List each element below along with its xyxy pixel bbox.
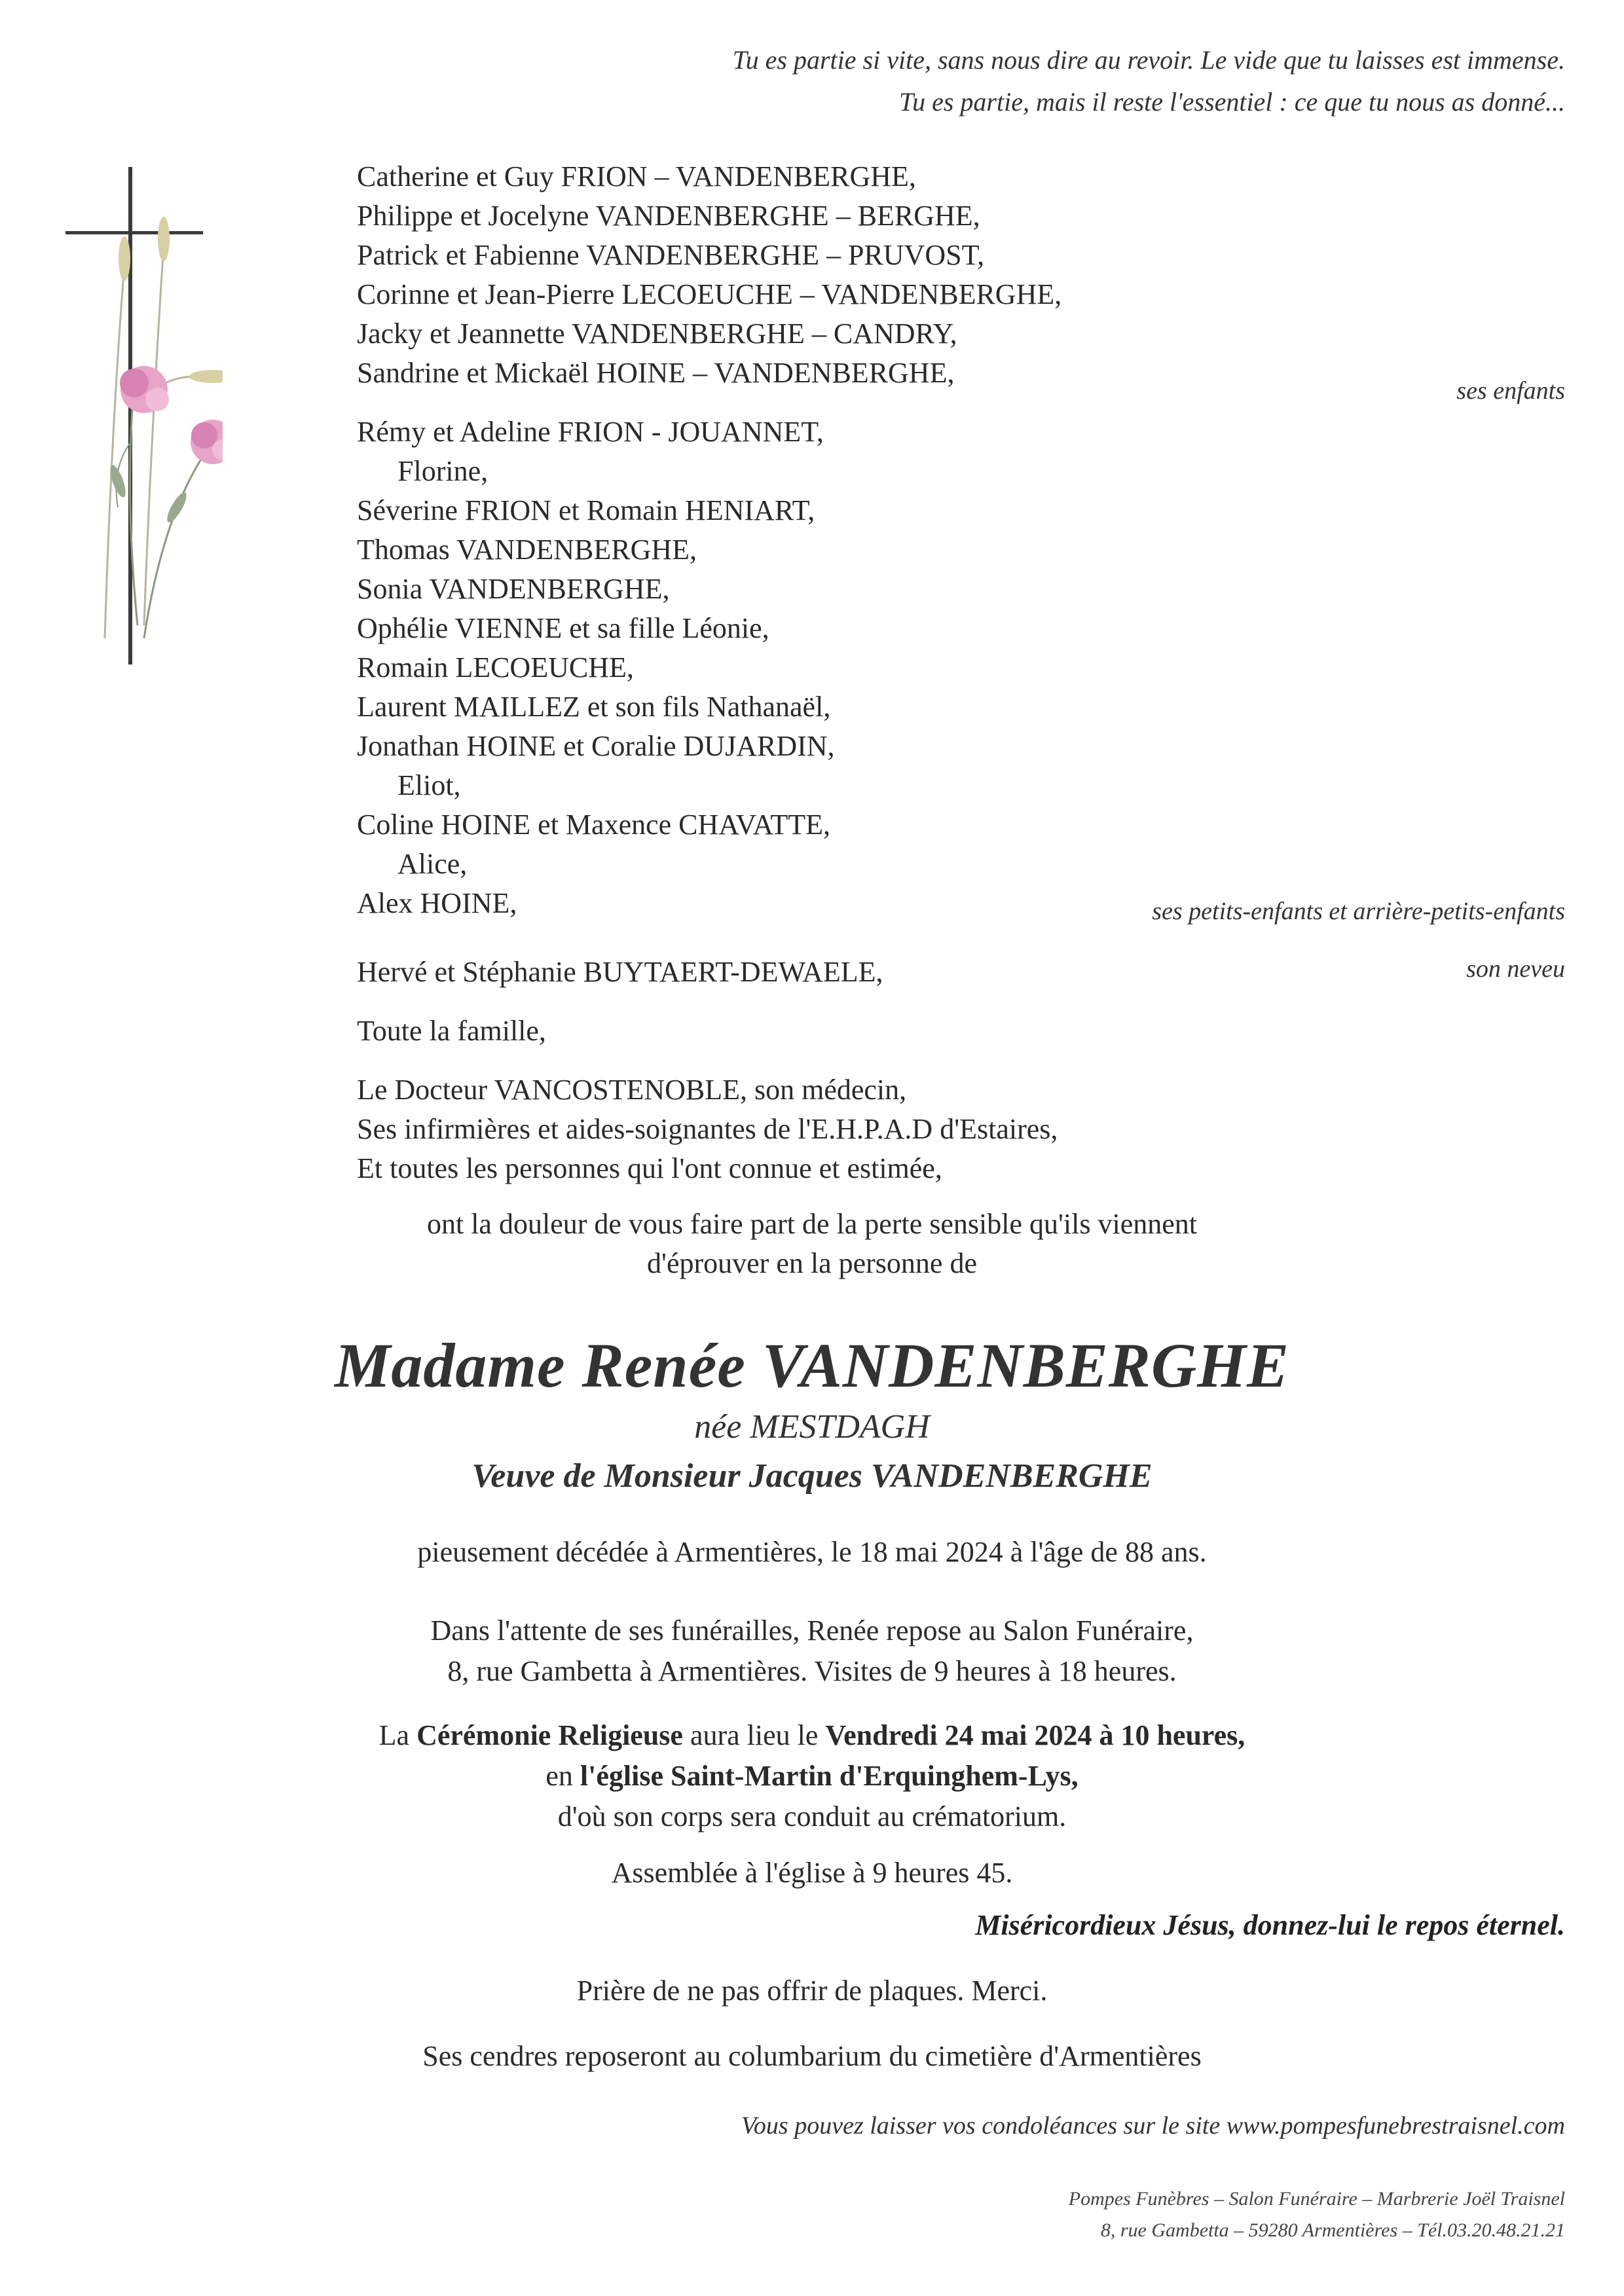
list-item: Patrick et Fabienne VANDENBERGHE – PRUVOST, xyxy=(357,239,985,271)
relation-nephew: son neveu xyxy=(1466,955,1565,983)
list-item: Et toutes les personnes qui l'ont connue et estimée, xyxy=(357,1152,942,1184)
maiden-name: née MESTDAGH xyxy=(694,1408,930,1446)
rest-info: Dans l'attente de ses funérailles, Renée repose au Salon Funéraire, 8, rue Gambetta à Armentières. Visites de 9 heures à 18 heures. xyxy=(430,1614,1194,1687)
list-item: Rémy et Adeline FRION - JOUANNET, xyxy=(357,416,824,448)
ceremony-info: La Cérémonie Religieuse aura lieu le Vendredi 24 mai 2024 à 10 heures, en l'église Saint-Martin d'Erquinghem-Lys, d'où son corps sera conduit au crématorium. xyxy=(378,1719,1246,1832)
list-item: Florine, xyxy=(397,455,489,487)
others-list xyxy=(357,1070,1058,1188)
family-line: Toute la famille, xyxy=(357,1015,546,1047)
list-item: Catherine et Guy FRION – VANDENBERGHE, xyxy=(357,160,916,192)
announcement xyxy=(0,1205,1624,1283)
list-item: Ophélie VIENNE et sa fille Léonie, xyxy=(357,612,769,644)
plaques-note: Prière de ne pas offrir de plaques. Merci. xyxy=(576,1975,1048,2007)
announcement-line-2: d'éprouver en la personne de xyxy=(647,1247,977,1279)
list-item: Laurent MAILLEZ et son fils Nathanaël, xyxy=(357,691,831,723)
footer-line-2: 8, rue Gambetta – 59280 Armentières – Tél.03.20.48.21.21 xyxy=(1100,2219,1565,2241)
list-item: Le Docteur VANCOSTENOBLE, son médecin, xyxy=(357,1074,907,1106)
ceremony-label: Cérémonie Religieuse xyxy=(416,1719,683,1751)
list-item: Thomas VANDENBERGHE, xyxy=(357,534,697,566)
ceremony-church: l'église Saint-Martin d'Erquinghem-Lys, xyxy=(580,1760,1079,1792)
poem-line-2: Tu es partie, mais il reste l'essentiel : ce que tu nous as donné... xyxy=(899,87,1565,117)
list-item: Ses infirmières et aides-soignantes de l'E.H.P.A.D d'Estaires, xyxy=(357,1113,1058,1145)
assembly-info: Assemblée à l'église à 9 heures 45. xyxy=(611,1857,1013,1889)
list-item: Romain LECOEUCHE, xyxy=(357,651,634,683)
poem-line-1: Tu es partie si vite, sans nous dire au revoir. Le vide que tu laisses est immense. xyxy=(732,45,1565,75)
announcement-line-1: ont la douleur de vous faire part de la perte sensible qu'ils viennent xyxy=(426,1208,1197,1240)
footer xyxy=(1069,2183,1565,2246)
list-item: Séverine FRION et Romain HENIART, xyxy=(357,494,815,526)
condolences-note: Vous pouvez laisser vos condoléances sur le site www.pompesfunebrestraisnel.com xyxy=(741,2112,1565,2140)
list-item: Sonia VANDENBERGHE, xyxy=(357,573,670,605)
ceremony-date: Vendredi 24 mai 2024 à 10 heures, xyxy=(825,1719,1246,1751)
list-item: Corinne et Jean-Pierre LECOEUCHE – VANDENBERGHE, xyxy=(357,278,1062,310)
grandchildren-list xyxy=(357,412,835,923)
footer-line-1: Pompes Funèbres – Salon Funéraire – Marbrerie Joël Traisnel xyxy=(1068,2188,1565,2210)
deceased-name: Madame Renée VANDENBERGHE xyxy=(335,1330,1289,1400)
widow-of: Veuve de Monsieur Jacques VANDENBERGHE xyxy=(471,1457,1153,1495)
nephew-name: Hervé et Stéphanie BUYTAERT-DEWAELE, xyxy=(357,956,883,988)
prayer: Miséricordieux Jésus, donnez-lui le repos éternel. xyxy=(975,1909,1565,1941)
list-item: Sandrine et Mickaël HOINE – VANDENBERGHE, xyxy=(357,357,955,389)
children-list xyxy=(357,157,1061,393)
list-item: Philippe et Jocelyne VANDENBERGHE – BERGHE, xyxy=(357,200,980,232)
list-item: Eliot, xyxy=(397,769,461,801)
death-notice: pieusement décédée à Armentières, le 18 mai 2024 à l'âge de 88 ans. xyxy=(417,1536,1207,1568)
relation-grandchildren: ses petits-enfants et arrière-petits-enfants xyxy=(1152,898,1565,925)
cross-flowers-icon xyxy=(65,167,223,665)
list-item: Jonathan HOINE et Coralie DUJARDIN, xyxy=(357,730,835,762)
list-item: Alex HOINE, xyxy=(357,887,517,919)
poem xyxy=(517,39,1565,123)
list-item: Coline HOINE et Maxence CHAVATTE, xyxy=(357,809,831,841)
list-item: Jacky et Jeannette VANDENBERGHE – CANDRY, xyxy=(357,318,957,350)
list-item: Alice, xyxy=(397,848,468,880)
ashes-note: Ses cendres reposeront au columbarium du cimetière d'Armentières xyxy=(422,2040,1202,2072)
relation-children: ses enfants xyxy=(1456,377,1565,405)
